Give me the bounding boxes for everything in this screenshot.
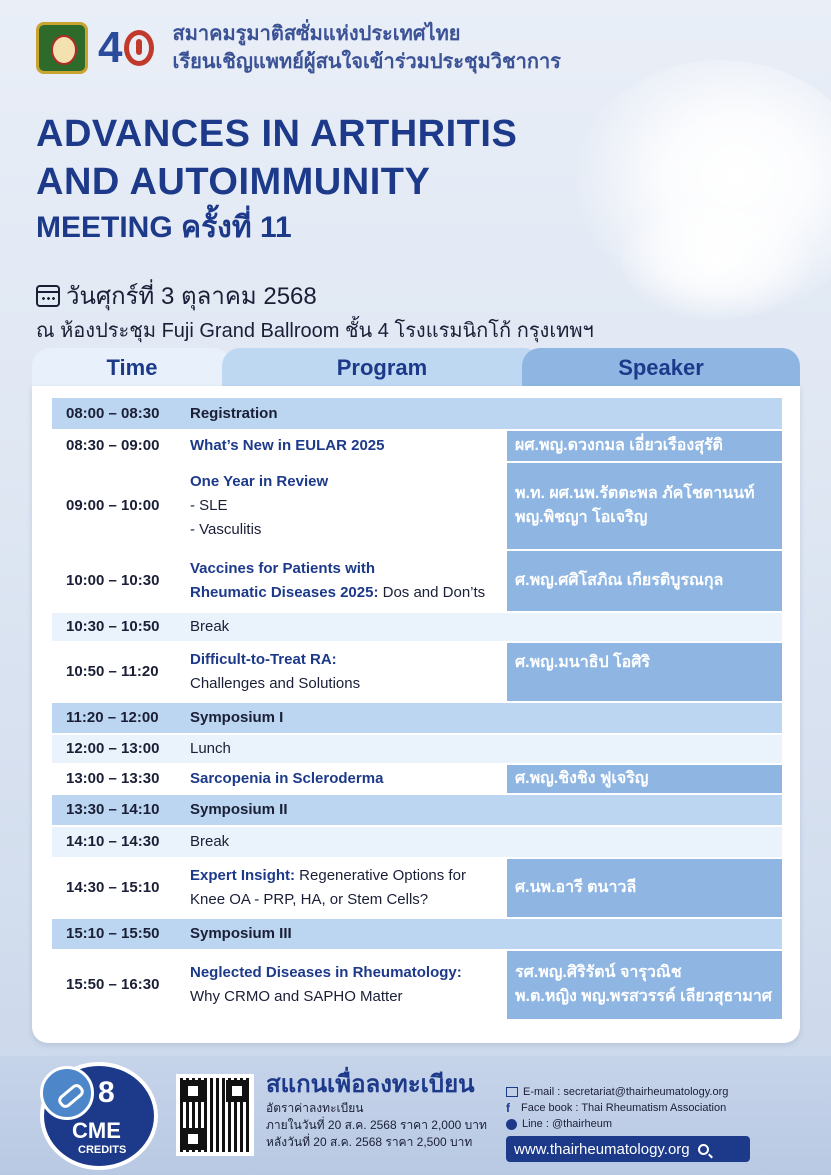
row-program: What’s New in EULAR 2025 xyxy=(190,437,385,454)
row-program-sub: Dos and Don’ts xyxy=(378,584,486,601)
table-row xyxy=(52,612,782,642)
row-time: 12:00 – 13:00 xyxy=(52,734,190,764)
row-program: Symposium II xyxy=(190,801,288,818)
line-icon xyxy=(506,1119,517,1130)
fee-label: อัตราค่าลงทะเบียน xyxy=(266,1101,364,1115)
table-row xyxy=(52,462,782,550)
row-speaker: พญ.พิชญา โอเจริญ xyxy=(515,509,648,526)
calendar-icon xyxy=(36,285,60,307)
website-text: www.thairheumatology.org xyxy=(514,1140,690,1158)
table-row xyxy=(52,918,782,950)
row-time: 09:00 – 10:00 xyxy=(52,462,190,550)
cme-label: CME xyxy=(72,1118,121,1143)
date-text: วันศุกร์ที่ 3 ตุลาคม 2568 xyxy=(66,283,317,310)
row-speaker: ศ.พญ.มนาธิป โอศิริ xyxy=(507,642,782,702)
association-text xyxy=(172,20,560,76)
row-time: 15:10 – 15:50 xyxy=(52,918,190,950)
row-program-sub: - SLE xyxy=(190,497,228,514)
row-speaker: ศ.นพ.อารี ตนาวลี xyxy=(507,858,782,918)
row-program: Symposium I xyxy=(190,709,284,726)
row-time: 08:00 – 08:30 xyxy=(52,398,190,430)
row-speaker: ศ.พญ.ศศิโสภิณ เกียรติบูรณกุล xyxy=(507,550,782,612)
search-icon xyxy=(698,1144,709,1155)
table-row xyxy=(52,794,782,826)
table-row xyxy=(52,642,782,702)
row-program: Sarcopenia in Scleroderma xyxy=(190,770,384,787)
facebook-text[interactable]: Face book : Thai Rheumatism Association xyxy=(521,1102,727,1114)
row-program-sub: Regenerative Options for xyxy=(295,867,466,884)
row-time: 10:00 – 10:30 xyxy=(52,550,190,612)
row-program-sub: - Vasculitis xyxy=(190,521,262,538)
title-line-1: ADVANCES IN ARTHRITIS xyxy=(36,113,518,155)
association-logo xyxy=(36,22,88,74)
row-time: 14:30 – 15:10 xyxy=(52,858,190,918)
schedule-panel xyxy=(32,386,800,1043)
website-link[interactable] xyxy=(506,1136,750,1162)
email-icon xyxy=(506,1087,518,1097)
email-text[interactable]: E-mail : secretariat@thairheumatology.org xyxy=(523,1086,729,1098)
event-date xyxy=(36,276,317,315)
event-venue: ณ ห้องประชุม Fuji Grand Ballroom ชั้น 4 โรงแรมนิกโก้ กรุงเทพฯ xyxy=(36,320,594,342)
title-line-2: AND AUTOIMMUNITY xyxy=(36,161,431,203)
row-time: 10:30 – 10:50 xyxy=(52,612,190,642)
header xyxy=(36,20,561,76)
row-program: Rheumatic Diseases 2025: xyxy=(190,584,379,601)
schedule-table xyxy=(52,398,782,1021)
row-program: Lunch xyxy=(190,740,231,757)
table-row xyxy=(52,734,782,764)
fee-before: ภายในวันที่ 20 ส.ค. 2568 ราคา 2,000 บาท xyxy=(266,1118,487,1132)
row-speaker: พ.ท. ผศ.นพ.รัตตะพล ภัคโชตานนท์ xyxy=(515,485,755,502)
table-row xyxy=(52,398,782,430)
schedule-tabs xyxy=(32,348,800,388)
anniversary-40-logo: 4 xyxy=(98,26,154,70)
row-program: Symposium III xyxy=(190,925,292,942)
row-program: Vaccines for Patients with xyxy=(190,560,376,577)
row-speaker: ศ.พญ.ชิงชิง ฟูเจริญ xyxy=(507,764,782,794)
row-program: Break xyxy=(190,618,230,635)
row-program-sub: Knee OA - PRP, HA, or Stem Cells? xyxy=(190,891,429,908)
row-program: Break xyxy=(190,833,230,850)
row-program: Difficult-to-Treat RA: xyxy=(190,651,337,668)
tab-speaker: Speaker xyxy=(522,348,800,388)
invitation-text: เรียนเชิญแพทย์ผู้สนใจเข้าร่วมประชุมวิชาการ xyxy=(172,51,561,73)
tab-program: Program xyxy=(222,348,542,388)
knee-joint-highlight xyxy=(621,200,811,320)
tab-time: Time xyxy=(32,348,232,388)
row-speaker: รศ.พญ.ศิริรัตน์ จารุวณิช xyxy=(515,964,682,981)
row-speaker: พ.ต.หญิง พญ.พรสวรรค์ เลียวสุธามาศ xyxy=(515,988,772,1005)
registration-info xyxy=(266,1070,487,1151)
row-time: 08:30 – 09:00 xyxy=(52,430,190,462)
row-time: 14:10 – 14:30 xyxy=(52,826,190,858)
cme-number: 8 xyxy=(98,1076,115,1109)
association-name: สมาคมรูมาติสซั่มแห่งประเทศไทย xyxy=(172,23,461,45)
row-program: Expert Insight: xyxy=(190,867,296,884)
table-row xyxy=(52,702,782,734)
cme-credits-label: CREDITS xyxy=(78,1144,127,1156)
handshake-icon xyxy=(40,1066,94,1120)
table-row xyxy=(52,858,782,918)
scan-heading: สแกนเพื่อลงทะเบียน xyxy=(266,1071,475,1098)
table-row xyxy=(52,550,782,612)
table-row xyxy=(52,950,782,1020)
row-program: One Year in Review xyxy=(190,473,329,490)
row-program: Neglected Diseases in Rheumatology: xyxy=(190,964,462,981)
facebook-icon: f xyxy=(506,1101,510,1115)
row-program-sub: Why CRMO and SAPHO Matter xyxy=(190,988,403,1005)
registration-qr-code[interactable] xyxy=(176,1074,254,1156)
table-row xyxy=(52,826,782,858)
row-time: 13:30 – 14:10 xyxy=(52,794,190,826)
row-speaker: ผศ.พญ.ดวงกมล เอี่ยวเรืองสุรัติ xyxy=(507,430,782,462)
row-time: 11:20 – 12:00 xyxy=(52,702,190,734)
contact-info xyxy=(506,1084,728,1132)
cme-credits-badge xyxy=(40,1062,158,1170)
row-time: 13:00 – 13:30 xyxy=(52,764,190,794)
row-time: 10:50 – 11:20 xyxy=(52,642,190,702)
event-title xyxy=(36,110,517,250)
line-text[interactable]: Line : @thairheum xyxy=(522,1118,613,1130)
row-program-sub: Challenges and Solutions xyxy=(190,675,361,692)
table-row xyxy=(52,764,782,794)
footer xyxy=(0,1056,831,1175)
table-row xyxy=(52,430,782,462)
fee-after: หลังวันที่ 20 ส.ค. 2568 ราคา 2,500 บาท xyxy=(266,1135,473,1149)
title-line-3: MEETING ครั้งที่ 11 xyxy=(36,211,292,244)
row-program: Registration xyxy=(190,404,278,422)
row-time: 15:50 – 16:30 xyxy=(52,950,190,1020)
